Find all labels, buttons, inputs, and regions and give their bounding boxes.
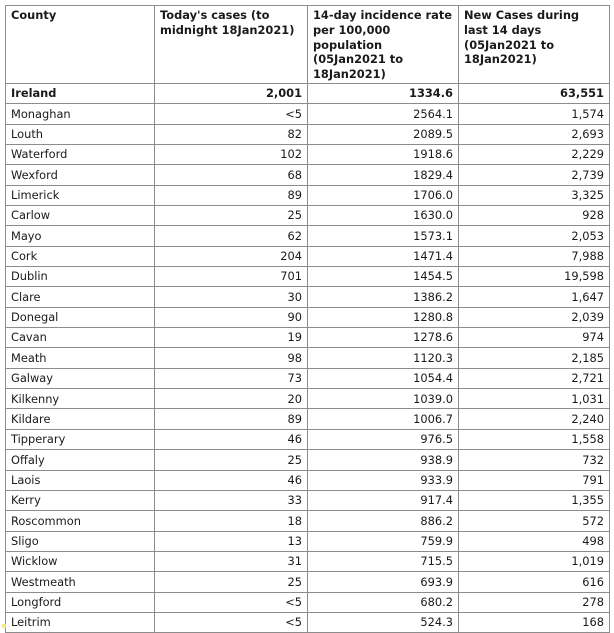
table-row [6,409,610,429]
cell-incidence-rate: 1120.3 [308,348,459,368]
table-row [6,572,610,592]
cell-county: Donegal [6,307,155,327]
table-header [6,6,610,84]
cell-county: Waterford [6,145,155,165]
cell-county: Cavan [6,328,155,348]
cell-todays-cases: 46 [155,470,308,490]
cell-incidence-rate: 1573.1 [308,226,459,246]
cell-new-cases: 1,355 [459,490,610,510]
cell-county: Kerry [6,490,155,510]
table-row [6,551,610,571]
cell-todays-cases: 46 [155,429,308,449]
cell-new-cases: 19,598 [459,267,610,287]
header-county: County [6,6,155,84]
cell-new-cases: 2,229 [459,145,610,165]
cell-incidence-rate: 886.2 [308,511,459,531]
cell-todays-cases: 68 [155,165,308,185]
cell-todays-cases: 33 [155,490,308,510]
cell-incidence-rate: 1054.4 [308,368,459,388]
table-row [6,490,610,510]
cell-incidence-rate: 1386.2 [308,287,459,307]
table-row [6,267,610,287]
cell-new-cases: 278 [459,592,610,612]
cell-new-cases: 732 [459,450,610,470]
cell-incidence-rate: 1630.0 [308,206,459,226]
cell-new-cases: 1,558 [459,429,610,449]
cell-incidence-rate: 917.4 [308,490,459,510]
cell-new-cases: 791 [459,470,610,490]
cell-new-cases: 2,053 [459,226,610,246]
cell-incidence-rate: 976.5 [308,429,459,449]
cell-county: Offaly [6,450,155,470]
table-row [6,124,610,144]
cell-new-cases: 1,019 [459,551,610,571]
cell-county: Kildare [6,409,155,429]
cell-todays-cases: 25 [155,572,308,592]
table-row [6,145,610,165]
cell-county: Laois [6,470,155,490]
cell-new-cases: 928 [459,206,610,226]
cell-todays-cases: <5 [155,592,308,612]
table-row [6,348,610,368]
cell-new-cases: 2,039 [459,307,610,327]
table-row [6,206,610,226]
cell-incidence-rate: 1334.6 [308,83,459,103]
table-row [6,307,610,327]
table-row [6,429,610,449]
cell-incidence-rate: 1471.4 [308,246,459,266]
cell-todays-cases: 89 [155,185,308,205]
corner-marker [2,624,6,628]
cell-incidence-rate: 2564.1 [308,104,459,124]
cell-todays-cases: 25 [155,450,308,470]
cell-county: Longford [6,592,155,612]
cell-todays-cases: 204 [155,246,308,266]
cell-new-cases: 1,574 [459,104,610,124]
cell-new-cases: 2,721 [459,368,610,388]
cell-todays-cases: 89 [155,409,308,429]
cell-county: Wicklow [6,551,155,571]
cell-incidence-rate: 1006.7 [308,409,459,429]
cell-county: Dublin [6,267,155,287]
cell-todays-cases: <5 [155,612,308,632]
table-body [6,83,610,632]
cell-county: Roscommon [6,511,155,531]
table-row [6,185,610,205]
table-row [6,226,610,246]
cell-incidence-rate: 933.9 [308,470,459,490]
cell-todays-cases: 13 [155,531,308,551]
cell-county: Louth [6,124,155,144]
cell-todays-cases: 20 [155,389,308,409]
cell-todays-cases: 25 [155,206,308,226]
cell-todays-cases: 31 [155,551,308,571]
cell-incidence-rate: 1280.8 [308,307,459,327]
cell-new-cases: 2,739 [459,165,610,185]
cell-incidence-rate: 680.2 [308,592,459,612]
cell-new-cases: 974 [459,328,610,348]
cell-county: Kilkenny [6,389,155,409]
table-row [6,287,610,307]
table-row-total [6,83,610,103]
table-row [6,511,610,531]
cell-new-cases: 1,647 [459,287,610,307]
cell-incidence-rate: 1706.0 [308,185,459,205]
cell-todays-cases: 102 [155,145,308,165]
cell-incidence-rate: 715.5 [308,551,459,571]
cell-county: Leitrim [6,612,155,632]
cell-county: Tipperary [6,429,155,449]
cell-incidence-rate: 1454.5 [308,267,459,287]
cell-new-cases: 1,031 [459,389,610,409]
cell-incidence-rate: 524.3 [308,612,459,632]
cell-todays-cases: 18 [155,511,308,531]
cell-county: Westmeath [6,572,155,592]
cell-todays-cases: 82 [155,124,308,144]
table-row [6,389,610,409]
table-row [6,368,610,388]
cell-county: Meath [6,348,155,368]
cell-todays-cases: 98 [155,348,308,368]
header-incidence-rate: 14-day incidence rate per 100,000 population (05Jan2021 to 18Jan2021) [308,6,459,84]
cell-todays-cases: 90 [155,307,308,327]
cell-todays-cases: 30 [155,287,308,307]
cell-todays-cases: 73 [155,368,308,388]
cell-new-cases: 2,693 [459,124,610,144]
cell-county: Limerick [6,185,155,205]
cell-todays-cases: 701 [155,267,308,287]
cell-new-cases: 2,185 [459,348,610,368]
table-row [6,592,610,612]
cell-incidence-rate: 2089.5 [308,124,459,144]
cell-new-cases: 3,325 [459,185,610,205]
cell-county: Mayo [6,226,155,246]
cell-incidence-rate: 1918.6 [308,145,459,165]
cell-todays-cases: 19 [155,328,308,348]
table-row [6,246,610,266]
cell-new-cases: 2,240 [459,409,610,429]
cell-new-cases: 168 [459,612,610,632]
header-row [6,6,610,84]
header-new-cases: New Cases during last 14 days (05Jan2021 to 18Jan2021) [459,6,610,84]
cell-incidence-rate: 938.9 [308,450,459,470]
table-row [6,104,610,124]
cell-county: Ireland [6,83,155,103]
cell-incidence-rate: 759.9 [308,531,459,551]
cell-new-cases: 7,988 [459,246,610,266]
cell-county: Cork [6,246,155,266]
table-row [6,450,610,470]
header-todays-cases: Today's cases (to midnight 18Jan2021) [155,6,308,84]
table-row [6,328,610,348]
cell-county: Monaghan [6,104,155,124]
cell-new-cases: 498 [459,531,610,551]
county-cases-table [5,5,610,633]
cell-todays-cases: 2,001 [155,83,308,103]
table-row [6,165,610,185]
table-row [6,470,610,490]
cell-todays-cases: <5 [155,104,308,124]
cell-county: Clare [6,287,155,307]
table-row [6,531,610,551]
cell-incidence-rate: 1039.0 [308,389,459,409]
cell-todays-cases: 62 [155,226,308,246]
cell-incidence-rate: 1278.6 [308,328,459,348]
cell-incidence-rate: 1829.4 [308,165,459,185]
cell-county: Wexford [6,165,155,185]
cell-new-cases: 63,551 [459,83,610,103]
cell-incidence-rate: 693.9 [308,572,459,592]
cell-new-cases: 572 [459,511,610,531]
cell-county: Galway [6,368,155,388]
cell-county: Carlow [6,206,155,226]
cell-county: Sligo [6,531,155,551]
cell-new-cases: 616 [459,572,610,592]
